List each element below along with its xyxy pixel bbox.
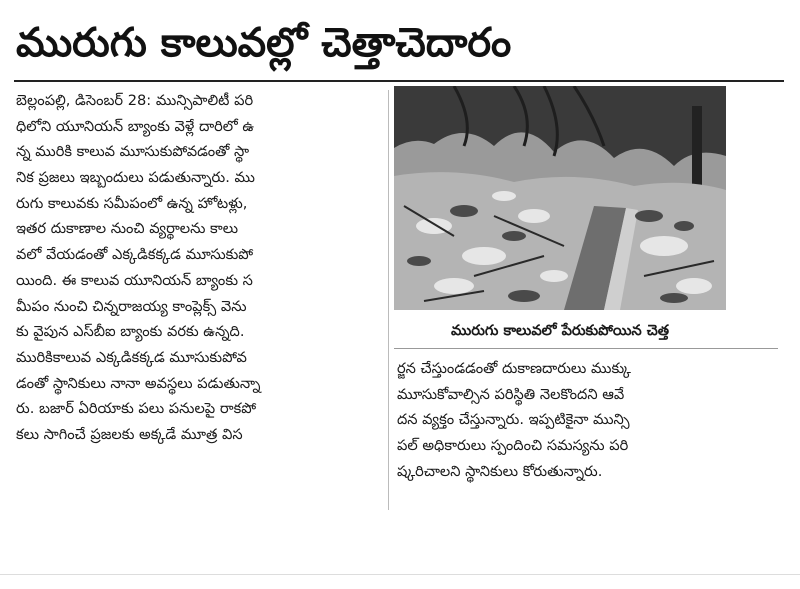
article-line: న్న మురికి కాలువ మూసుకుపోవడంతో స్థా [16,143,250,161]
article-line: కు వైపున ఎస్‌బీఐ బ్యాంకు వరకు ఉన్నది. [16,323,245,341]
article-line: ధిలోని యూనియన్ బ్యాంకు వెళ్లే దారిలో ఉ [16,117,255,135]
headline: మురుగు కాలువల్లో చెత్తాచెదారం [16,20,512,66]
caption-rule [394,348,778,349]
article-line: నిక ప్రజలు ఇబ్బందులు పడుతున్నారు. ము [16,169,255,187]
garbage-drain-photo [394,86,726,310]
article-line: మీపం నుంచి చిన్నరాజయ్య కాంప్లెక్స్ వెను [16,297,247,315]
article-line: ష్కరిచాలని స్థానికులు కోరుతున్నారు. [397,462,603,480]
article-line: రు. బజార్ ఏరియాకు పలు పనులపై రాకపో [16,400,257,418]
article-line: మురికికాలువ ఎక్కడికక్కడ మూసుకుపోవ [16,348,247,366]
photo-caption: మురుగు కాలువలో పేరుకుపోయిన చెత్త [450,323,670,339]
article-right-column [397,356,783,484]
article-line: బెల్లంపల్లి, డిసెంబర్ 28: మున్సిపాలిటీ పరి [16,92,254,109]
page-bottom-rule [0,574,800,575]
headline-rule [14,80,784,82]
article-line: ర్జన చేస్తుండడంతో దుకాణదారులు ముక్కు [397,360,631,377]
article-line: వలో వేయడంతో ఎక్కడికక్కడ మూసుకుపో [16,246,254,264]
article-line: యింది. ఈ కాలువ యూనియన్ బ్యాంకు స [16,271,253,289]
article-left-column [16,88,380,448]
column-divider [388,90,389,510]
article-line: డంతో స్థానికులు నానా అవస్థలు పడుతున్నా [16,374,261,392]
article-line: మూసుకోవాల్సిన పరిస్థితి నెలకొందని ఆవే [397,385,625,403]
article-line: రుగు కాలువకు సమీపంలో ఉన్న హోటళ్లు, [16,194,248,212]
article-line: పల్ అధికారులు స్పందించి సమస్యను పరి [397,437,629,455]
article-line: దన వ్యక్తం చేస్తున్నారు. ఇప్పటికైనా మున్సి [397,411,630,429]
article-line: కలు సాగించే ప్రజలకు అక్కడే మూత్ర విస [16,425,243,443]
article-line: ఇతర దుకాణాల నుంచి వ్యర్థాలను కాలు [16,220,239,238]
